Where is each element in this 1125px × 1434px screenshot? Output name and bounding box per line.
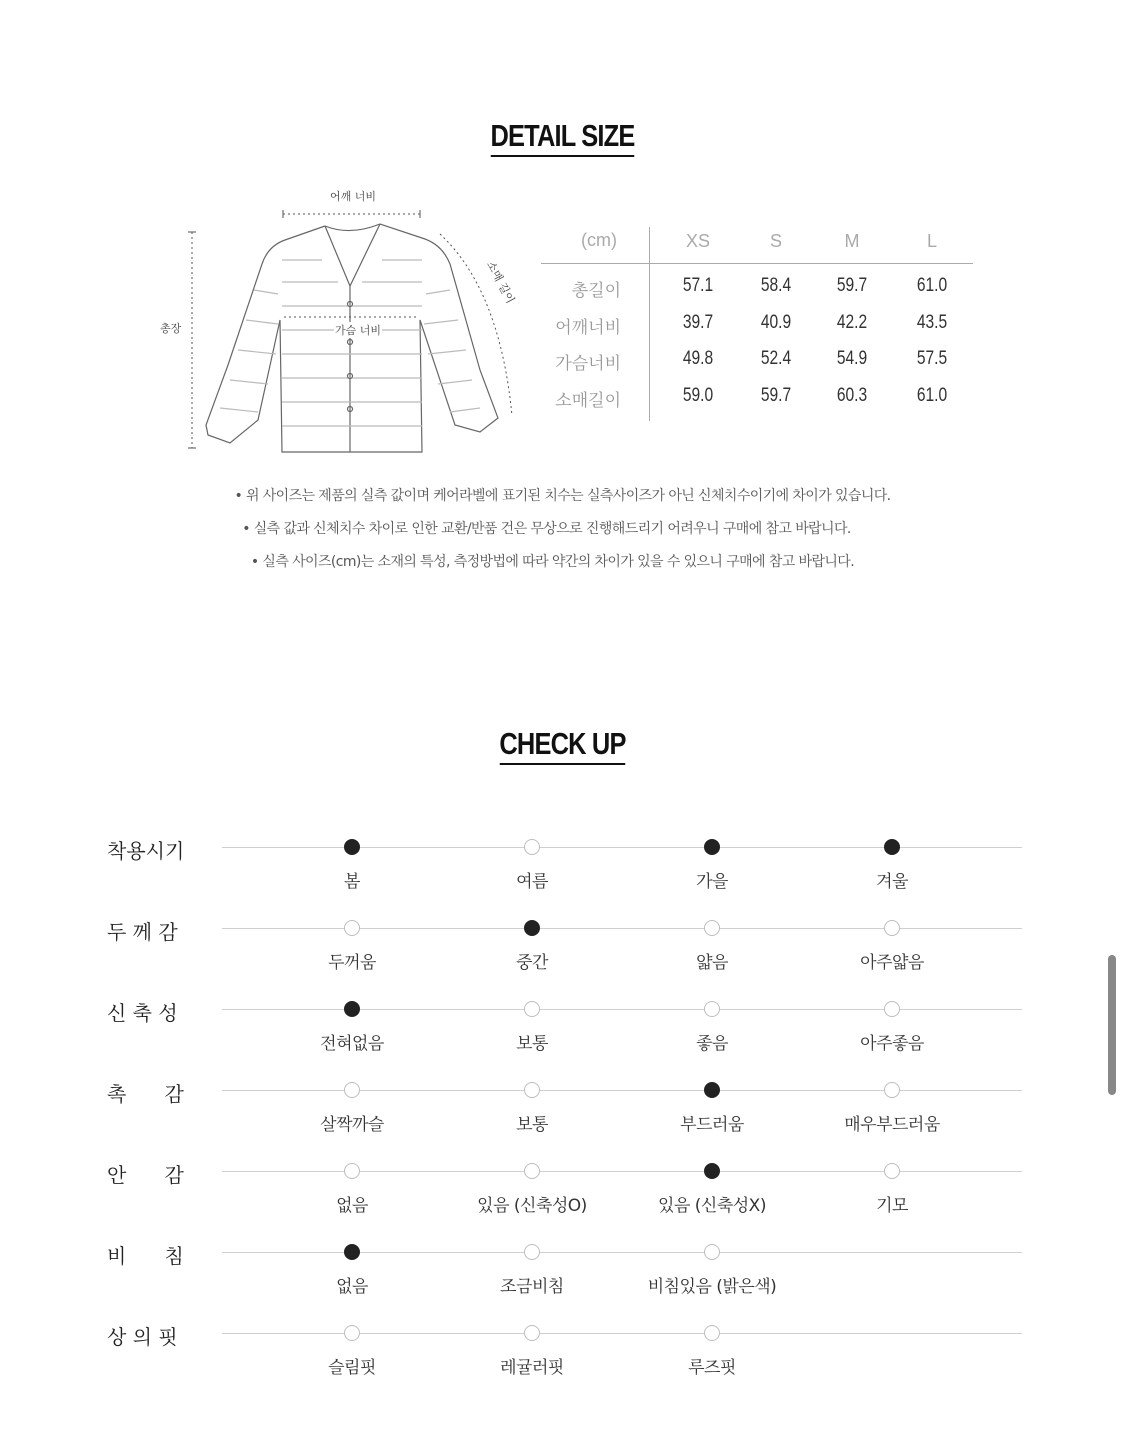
check-row-line: [222, 1252, 1022, 1253]
note-line: • 실측 사이즈(cm)는 소재의 특성, 측정방법에 따라 약간의 차이가 있을 수 있으니 구매에 참고 바랍니다.: [250, 554, 855, 570]
size-value: 61.0: [916, 384, 948, 406]
unselected-dot: [884, 1082, 900, 1098]
selected-dot: [704, 1163, 720, 1179]
size-header: S: [769, 231, 782, 251]
shoulder-width-label: 어깨 너비: [330, 190, 377, 203]
note-line: • 위 사이즈는 제품의 실측 값이며 케어라벨에 표기된 치수는 실측사이즈가 아닌 신체치수이기에 차이가 있습니다.: [234, 488, 891, 504]
sleeve-length-label: 소매 길이: [484, 258, 518, 306]
check-row-label: 상 의 핏: [107, 1325, 178, 1349]
check-row-label: 신 축 성: [107, 1001, 178, 1025]
selected-dot: [344, 1244, 360, 1260]
check-row: [0, 1325, 1125, 1393]
selected-dot: [344, 839, 360, 855]
check-option-label: 가을: [696, 872, 728, 892]
selected-dot: [704, 1082, 720, 1098]
check-row-label: 비 침: [107, 1244, 184, 1268]
check-option-label: 기모: [876, 1196, 908, 1216]
check-option-label: 있음 (신축성O): [477, 1196, 587, 1216]
check-option-label: 보통: [516, 1034, 548, 1054]
unselected-dot: [344, 920, 360, 936]
check-row-label: 촉 감: [107, 1082, 184, 1106]
check-option-label: 중간: [516, 953, 548, 973]
check-option-label: 없음: [336, 1196, 368, 1216]
size-value: 43.5: [916, 311, 948, 333]
check-row-line: [222, 1171, 1022, 1172]
unselected-dot: [884, 1163, 900, 1179]
selected-dot: [704, 839, 720, 855]
check-option-label: 루즈핏: [688, 1358, 736, 1378]
unit-header: (cm): [581, 230, 617, 250]
check-row: [0, 1244, 1125, 1312]
size-value: 42.2: [836, 311, 868, 333]
size-table: [541, 225, 973, 425]
size-value: 59.7: [760, 384, 792, 406]
check-row-line: [222, 847, 1022, 848]
total-length-label: 총장: [160, 322, 182, 335]
check-option-label: 얇음: [696, 953, 728, 973]
unselected-dot: [524, 839, 540, 855]
size-value: 61.0: [916, 275, 948, 296]
unselected-dot: [884, 1001, 900, 1017]
table-header-divider: [541, 263, 973, 264]
unselected-dot: [344, 1082, 360, 1098]
check-option-label: 아주얇음: [860, 953, 924, 973]
check-option-label: 부드러움: [680, 1115, 744, 1135]
unselected-dot: [704, 1244, 720, 1260]
size-value: 59.0: [682, 384, 714, 406]
check-row-line: [222, 1333, 1022, 1334]
row-label: 소매길이: [555, 390, 621, 410]
size-value: 58.4: [760, 275, 792, 296]
table-column-divider: [649, 227, 650, 421]
check-row: [0, 920, 1125, 988]
unselected-dot: [704, 1001, 720, 1017]
size-header: L: [926, 231, 937, 251]
size-value: 57.5: [916, 348, 948, 369]
jacket-diagram: [150, 180, 530, 470]
check-option-label: 레귤러핏: [500, 1358, 564, 1378]
check-option-label: 두꺼움: [328, 953, 376, 973]
note-line: • 실측 값과 신체치수 차이로 인한 교환/반품 건은 무상으로 진행해드리기 어려우니 구매에 참고 바랍니다.: [242, 521, 851, 537]
check-option-label: 여름: [516, 872, 548, 892]
unselected-dot: [884, 920, 900, 936]
check-option-label: 전혀없음: [320, 1034, 384, 1054]
unselected-dot: [704, 920, 720, 936]
check-row-line: [222, 1009, 1022, 1010]
check-option-label: 매우부드러움: [844, 1115, 940, 1135]
check-option-label: 봄: [344, 872, 360, 892]
size-value: 54.9: [836, 348, 868, 369]
check-row-label: 착용시기: [107, 839, 185, 863]
check-option-label: 비침있음 (밝은색): [647, 1277, 777, 1297]
row-label: 총길이: [571, 281, 621, 300]
selected-dot: [524, 920, 540, 936]
check-row-line: [222, 1090, 1022, 1091]
detail-size-title: DETAIL SIZE: [101, 118, 1024, 154]
unselected-dot: [344, 1325, 360, 1341]
size-value: 52.4: [760, 348, 792, 369]
check-row: [0, 1163, 1125, 1231]
check-option-label: 조금비침: [500, 1277, 564, 1297]
selected-dot: [884, 839, 900, 855]
check-option-label: 겨울: [876, 872, 908, 892]
unselected-dot: [344, 1163, 360, 1179]
size-value: 59.7: [836, 275, 868, 296]
check-row-line: [222, 928, 1022, 929]
unselected-dot: [524, 1244, 540, 1260]
check-option-label: 살짝까슬: [320, 1115, 384, 1135]
check-option-label: 있음 (신축성X): [658, 1196, 766, 1216]
check-row: [0, 1082, 1125, 1150]
unselected-dot: [704, 1325, 720, 1341]
size-value: 57.1: [682, 275, 714, 296]
size-value: 39.7: [682, 311, 714, 333]
unselected-dot: [524, 1001, 540, 1017]
size-header: XS: [685, 231, 710, 251]
check-option-label: 좋음: [696, 1034, 728, 1054]
unselected-dot: [524, 1325, 540, 1341]
size-header: M: [844, 231, 860, 251]
row-label: 가슴너비: [555, 354, 621, 373]
check-row: [0, 839, 1125, 907]
check-row-label: 두 께 감: [107, 920, 178, 944]
scrollbar[interactable]: [1108, 955, 1116, 1095]
row-label: 어깨너비: [555, 317, 621, 337]
selected-dot: [344, 1001, 360, 1017]
size-value: 49.8: [682, 348, 714, 369]
unselected-dot: [524, 1082, 540, 1098]
check-option-label: 없음: [336, 1277, 368, 1297]
chest-width-label: 가슴 너비: [335, 324, 382, 337]
check-up-title: CHECK UP: [101, 726, 1024, 762]
check-row-label: 안 감: [107, 1163, 184, 1187]
check-row: [0, 1001, 1125, 1069]
check-option-label: 보통: [516, 1115, 548, 1135]
size-value: 60.3: [836, 384, 868, 406]
unselected-dot: [524, 1163, 540, 1179]
check-option-label: 아주좋음: [860, 1034, 924, 1054]
size-value: 40.9: [760, 311, 792, 333]
check-option-label: 슬림핏: [328, 1358, 376, 1378]
